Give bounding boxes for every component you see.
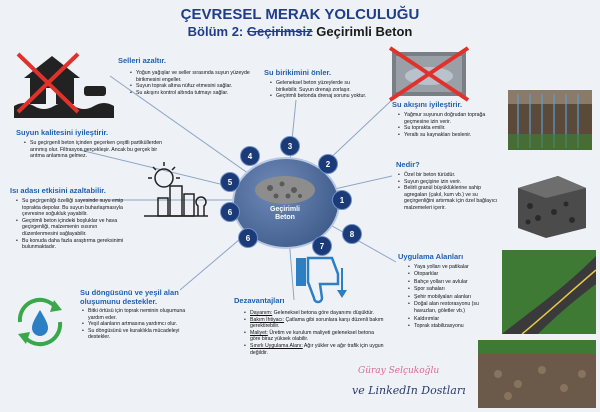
- item-head: Sınırlı Uygulama Alanı:: [250, 342, 303, 349]
- list-isi: [16, 198, 132, 251]
- list-item: • Geleneksel beton yüzeylerde su birikebilir. Suyun drenajı zorlaşır.: [270, 80, 372, 93]
- list-item: • Özel bir beton türüdür.: [398, 172, 502, 179]
- item-text: Ağır yükler ve ağır trafik için uygun değildir.: [250, 342, 384, 356]
- section-title-isi: Isı adası etkisini azaltabilir.: [10, 186, 106, 195]
- center-label: [255, 206, 315, 222]
- list-item: • Toprak stabilizasyonu: [408, 323, 500, 330]
- node-6: 6: [220, 202, 240, 222]
- list-item: • Suyun geçişine izin verir.: [398, 179, 502, 186]
- thumbs-down-icon: [290, 252, 350, 306]
- road-image: [502, 250, 596, 334]
- list-item: • Yoğun yağışlar ve seller sırasında suyun yüzeyde birikmesini engeller.: [130, 70, 252, 83]
- item-text: Üretim ve kurulum maliyeti geleneksel betona göre biraz yüksek olabilir.: [250, 329, 374, 343]
- list-item: • Yeşil alanların artmasına yardımcı olur.: [82, 321, 198, 328]
- list-item: [244, 343, 384, 356]
- water-cycle-icon: [8, 290, 72, 354]
- node-6b: 6: [238, 228, 258, 248]
- struck-word: Geçirimsiz: [246, 24, 313, 39]
- list-item: • Su geçirgenli beton içinden geçerken çeşitli partiküllerden arınmış olur. Filtrasyon gerçekleşir. Ancak bu gerçek bir arıtma anlamına gelmez.: [24, 140, 164, 160]
- permeable-layers-image: [508, 90, 592, 150]
- list-kalite: [24, 140, 164, 160]
- section-title-dezavantaj: Dezavantajları: [234, 296, 285, 305]
- list-item: • Geçirimli beton içindeki boşluklar ve hava geçirgenliği, malzemenin ısısının düzenlenmesini sağlayabilir.: [16, 218, 132, 238]
- section-title-uygulama: Uygulama Alanları: [398, 252, 464, 261]
- city-heat-icon: [140, 160, 212, 220]
- list-item: • Kaldırımlar: [408, 316, 500, 323]
- list-item: • Otoparklar: [408, 271, 500, 278]
- concrete-sample-icon: [250, 168, 320, 208]
- list-item: • Şehir mobilyaları alanları: [408, 294, 500, 301]
- item-text: Geleneksel betona göre dayanımı düşüktür.: [272, 310, 374, 316]
- list-item: • Doğal alan restorasyonu (su havuzları, göletler vb.): [408, 301, 500, 316]
- paving-image: [478, 340, 596, 408]
- list-nedir: [398, 172, 502, 212]
- list-item: • Geçirimli betonda drenaj sorunu yoktur.: [270, 93, 372, 100]
- list-item: [244, 317, 384, 330]
- list-item: • Bitki örtüsü için toprak neminin oluşumuna yardım eder.: [82, 308, 198, 321]
- list-uygulama: [408, 264, 500, 331]
- list-item: • Su geçirgenliği özelliği sayesinde suyu emip toprakta depolar. Bu suyun buharlaşmasıyla çevresine soğukluk yayabilir.: [16, 198, 132, 218]
- list-item: [244, 330, 384, 343]
- list-akis: [398, 112, 504, 138]
- node-8: 8: [342, 224, 362, 244]
- part-label: Bölüm 2:: [187, 24, 244, 39]
- list-dongu: [82, 308, 198, 341]
- node-3: 3: [280, 136, 300, 156]
- list-item: • Yaya yolları ve patikalar: [408, 264, 500, 271]
- section-title-kalite: Suyun kalitesini iyileştirir.: [16, 128, 109, 137]
- item-text: Çatlama gibi sorunlara karşı düzenli bakım gerektirebilir.: [250, 316, 384, 330]
- item-head: Maliyet:: [250, 329, 268, 336]
- node-5: 5: [220, 172, 240, 192]
- list-item: [244, 310, 384, 317]
- list-item: • Yağmur suyunun doğrudan toprağa geçmesine izin verir.: [398, 112, 504, 125]
- wet-surface-image: [386, 46, 472, 102]
- section-title-dongu: Su döngüsünü ve yeşil alan oluşumunu destekler.: [80, 288, 179, 306]
- list-item: • Suyun toprak altına nüfuz etmesini sağlar.: [130, 83, 252, 90]
- node-2: 2: [318, 154, 338, 174]
- page-title: ÇEVRESEL MERAK YOLCULUĞU: [180, 6, 420, 23]
- list-item: • Bahçe yolları ve avlular: [408, 279, 500, 286]
- item-head: Dayanım:: [250, 310, 273, 316]
- node-4: 4: [240, 146, 260, 166]
- section-title-nedir: Nedir?: [396, 160, 420, 169]
- node-7: 7: [312, 236, 332, 256]
- credit-name: Güray Selçukoğlu: [358, 366, 440, 376]
- list-item: • Bu konuda daha fazla araştırma gereksinimi bulunmaktadır.: [16, 238, 132, 251]
- flood-house-icon: [14, 48, 114, 118]
- subtitle-rest: Geçirimli Beton: [316, 24, 413, 39]
- credit-suffix: ve LinkedIn Dostları: [352, 384, 466, 397]
- section-title-akis: Su akışını iyileştirir.: [392, 100, 463, 109]
- list-item: • Yeraltı su kaynakları beslenir.: [398, 132, 504, 139]
- node-1: 1: [332, 190, 352, 210]
- list-dezavantaj: [244, 310, 384, 356]
- center-label-line2: Beton: [275, 214, 295, 221]
- list-item: • Su toprakta emilir.: [398, 125, 504, 132]
- list-item: • Spor sahaları: [408, 286, 500, 293]
- concrete-block-image: [508, 170, 592, 240]
- section-title-seller: Selleri azaltır.: [118, 56, 166, 65]
- item-head: Bakım İhtiyacı:: [250, 316, 285, 323]
- list-seller: [130, 70, 252, 96]
- list-item: • Su döngüsünü ve kuraklıkla mücadeleyi destekler.: [82, 328, 198, 341]
- section-title-birikme: Su birikimini önler.: [264, 68, 332, 77]
- list-item: • Belirli granül büyüklüklerine sahip agregaları (çakıl, kum vb.) ve su geçirgenliğini artırmak için özel bağlayıcı malzemeleri içerir.: [398, 185, 502, 211]
- center-label-line1: Geçirimli: [270, 206, 300, 213]
- list-birikme: [270, 80, 372, 100]
- list-item: • Su akışını kontrol altında tutmayı sağlar.: [130, 90, 252, 97]
